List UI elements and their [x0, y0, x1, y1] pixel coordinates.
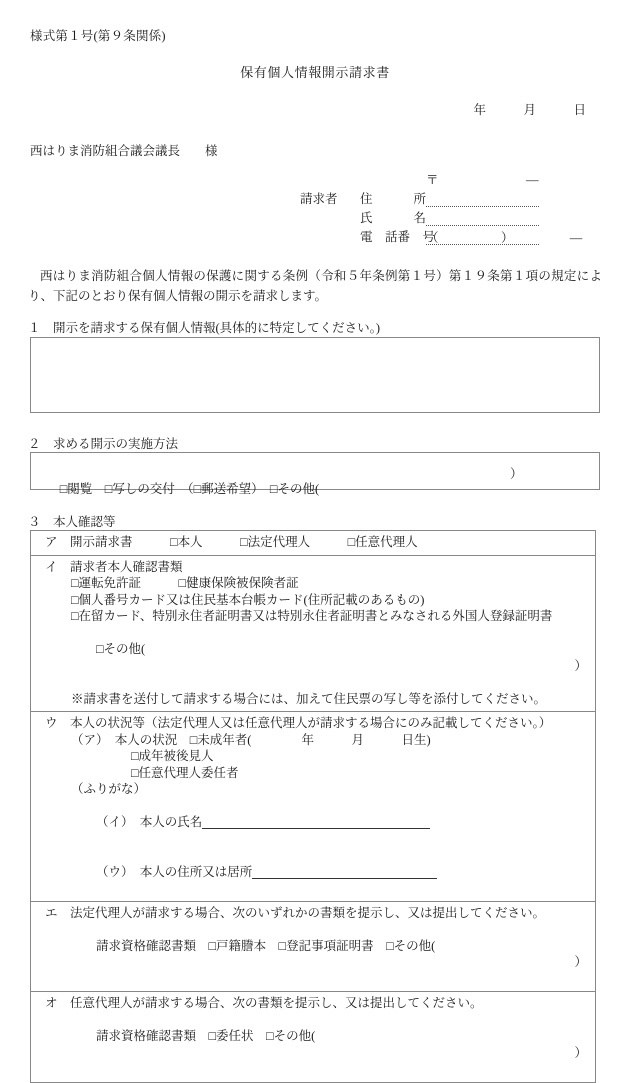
- row-i-line-1: イ 請求者本人確認書類: [45, 559, 183, 574]
- requester-block: [300, 170, 583, 245]
- address-label-a: 住: [360, 192, 373, 206]
- table-row: [31, 902, 595, 993]
- row-i-note: ※請求書を送付して請求する場合には、加えて住民票の写し等を添付してください。: [71, 691, 547, 706]
- requester-address-row: [300, 188, 539, 207]
- name-label-a: 氏: [360, 211, 373, 225]
- section2-box: [30, 452, 600, 496]
- table-row: [31, 712, 595, 902]
- row-u-person-address[interactable]: [31, 847, 595, 897]
- row-e-line-2[interactable]: [31, 921, 595, 987]
- row-u-person-address-field[interactable]: [252, 864, 437, 879]
- row-i-close-paren: ）: [574, 658, 587, 673]
- section2-options[interactable]: [31, 453, 599, 527]
- row-e-documents-label: 請求資格確認書類 □戸籍謄本 □登記事項証明書 □その他(: [96, 938, 436, 953]
- identity-verification-table: [30, 530, 596, 1083]
- section3-heading: ３ 本人確認等: [28, 515, 116, 529]
- requester-caption: 請求者: [300, 192, 338, 206]
- section1-heading: １ 開示を請求する保有個人情報(具体的に特定してください。): [28, 321, 381, 335]
- tel-input-line[interactable]: [426, 230, 583, 245]
- row-u-line-1: ウ 本人の状況等（法定代理人又は任意代理人が請求する場合にのみ記載してください。）: [45, 716, 552, 730]
- requester-name-row: [300, 207, 539, 226]
- row-o-line-1: オ 任意代理人が請求する場合、次の書類を提示し、又は提出してください。: [45, 996, 483, 1010]
- tel-label-a: 電 話: [360, 230, 398, 244]
- tel-label-b: 番 号: [397, 230, 436, 244]
- row-i-line-3[interactable]: □個人番号カード又は住民基本台帳カード(住所記載のあるもの): [71, 592, 425, 607]
- name-label-b: 名: [413, 211, 426, 225]
- date-line: 年 月 日: [473, 103, 586, 117]
- name-label: [360, 208, 426, 226]
- ordinance-statement: 西はりま消防組合個人情報の保護に関する条例（令和５年条例第１号）第１９条第１項の規定により、下記のとおり保有個人情報の開示を請求します。: [28, 269, 602, 303]
- row-o-close-paren: ）: [574, 1045, 587, 1060]
- postal-code-line: 〒 ―: [426, 173, 539, 187]
- row-o-line-2[interactable]: [31, 1012, 595, 1078]
- address-input-line[interactable]: [426, 192, 539, 207]
- section2-close-paren: ）: [510, 467, 523, 481]
- row-u-person-name[interactable]: [31, 798, 595, 848]
- row-e-close-paren: ）: [574, 955, 587, 969]
- section2-options-text: □閲覧 □写しの交付 （□郵送希望） □その他(: [59, 482, 320, 496]
- table-row: [31, 992, 595, 1083]
- table-row: [31, 556, 595, 713]
- row-u-status-minor[interactable]: （ア） 本人の状況 □未成年者( 年 月 日生): [71, 732, 431, 747]
- row-u-furigana-label: （ふりがな）: [71, 782, 147, 796]
- requester-tel-row: [300, 226, 583, 245]
- tel-format-marks: （ ） ―: [426, 231, 583, 245]
- row-u-person-name-field[interactable]: [202, 814, 430, 829]
- name-input-line[interactable]: [426, 211, 539, 226]
- row-u-person-name-label: （イ） 本人の氏名: [96, 815, 203, 829]
- section1-free-text-box[interactable]: [30, 337, 600, 413]
- row-a-line-1[interactable]: ア 開示請求書 □本人 □法定代理人 □任意代理人: [45, 535, 418, 549]
- row-i-line-5[interactable]: [31, 625, 595, 691]
- row-u-person-address-label: （ウ） 本人の住所又は居所: [96, 864, 253, 879]
- form-number: 様式第１号(第９条関係): [30, 29, 166, 43]
- address-label: [360, 189, 426, 207]
- row-i-other-label: □その他(: [96, 642, 146, 656]
- row-e-line-1: エ 法定代理人が請求する場合、次のいずれかの書類を提示し、又は提出してください。: [45, 905, 546, 920]
- table-row: [31, 531, 595, 556]
- row-o-documents-label: 請求資格確認書類 □委任状 □その他(: [96, 1029, 316, 1043]
- document-title: 保有個人情報開示請求書: [240, 65, 390, 80]
- row-u-status-guardian[interactable]: □成年被後見人: [131, 749, 214, 763]
- address-label-b: 所: [413, 192, 426, 206]
- section2-heading: ２ 求める開示の実施方法: [28, 437, 179, 451]
- addressee: 西はりま消防組合議会議長 様: [30, 144, 218, 158]
- row-u-status-delegator[interactable]: □任意代理人委任者: [131, 765, 239, 780]
- row-i-line-2[interactable]: □運転免許証 □健康保険被保険者証: [71, 576, 299, 590]
- tel-label: [360, 227, 436, 245]
- row-i-line-4[interactable]: □在留カード、特別永住者証明書又は特別永住者証明書とみなされる外国人登録証明書: [71, 609, 553, 623]
